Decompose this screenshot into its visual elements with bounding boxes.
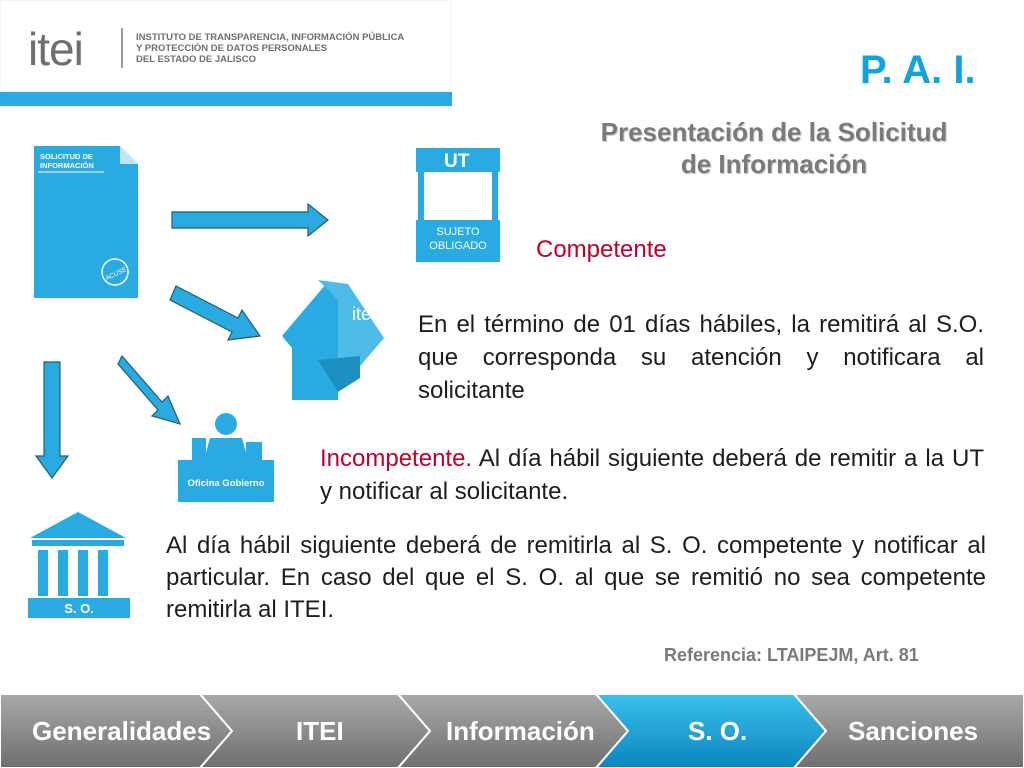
office-label: Oficina Gobierno [187,478,265,489]
incompetente-text: Al día hábil siguiente deberá de remitir a la UT y notificar al solicitante. [320,445,984,505]
building-label: S. O. [64,601,94,616]
office-desk-icon [178,413,274,502]
itei-logo: itei [28,23,83,75]
reference-note: Referencia: LTAIPEJM, Art. 81 [664,645,919,665]
ut-icon [416,148,500,262]
arrow-down-icon [36,362,68,478]
ut-sub-1: SUJETO [436,226,480,238]
institution-line-2: Y PROTECCIÓN DE DATOS PERSONALES [136,43,328,54]
nav-item-generalidades[interactable]: Generalidades [32,716,212,746]
document-icon [34,146,138,298]
document-title-1: SOLICITUD DE [40,152,93,161]
house-icon [282,280,384,400]
subtitle-line-2: de Información [680,149,868,179]
government-building-icon [28,512,130,618]
subtitle-line-1: Presentación de la Solicitud [600,117,948,147]
institution-line-1: INSTITUTO DE TRANSPARENCIA, INFORMACIÓN PÚBLICA [136,32,405,43]
acuse-stamp: ACUSE [104,266,128,283]
nav-item-informacion[interactable]: Información [446,716,595,746]
arrow-diagonal-office-icon [118,356,180,424]
incompetente-description [320,442,984,508]
incompetente-label: Incompetente. [320,445,473,472]
bottom-navigation [0,694,1024,768]
house-label: itei [352,304,376,324]
page-title: P. A. I. [860,48,976,92]
competente-description: En el término de 01 días hábiles, la remitirá al S.O. que corresponda su atención y notificara al solicitante [418,311,984,404]
institution-line-3: DEL ESTADO DE JALISCO [136,54,256,65]
competente-label: Competente [536,236,667,263]
ut-label: UT [444,151,470,172]
nav-item-so[interactable]: S. O. [688,716,748,746]
ut-sub-2: OBLIGADO [429,240,487,252]
nav-item-itei[interactable]: ITEI [296,716,344,746]
so-description: Al día hábil siguiente deberá de remitirla al S. O. competente y notificar al particular. En caso del que el S. O. al que se remitió no sea competente remitirla al ITEI. [166,532,986,623]
document-title-2: INFORMACIÓN [40,161,94,170]
nav-item-sanciones[interactable]: Sanciones [848,716,979,746]
arrow-right-icon [172,204,328,236]
arrow-diagonal-house-icon [170,286,260,340]
